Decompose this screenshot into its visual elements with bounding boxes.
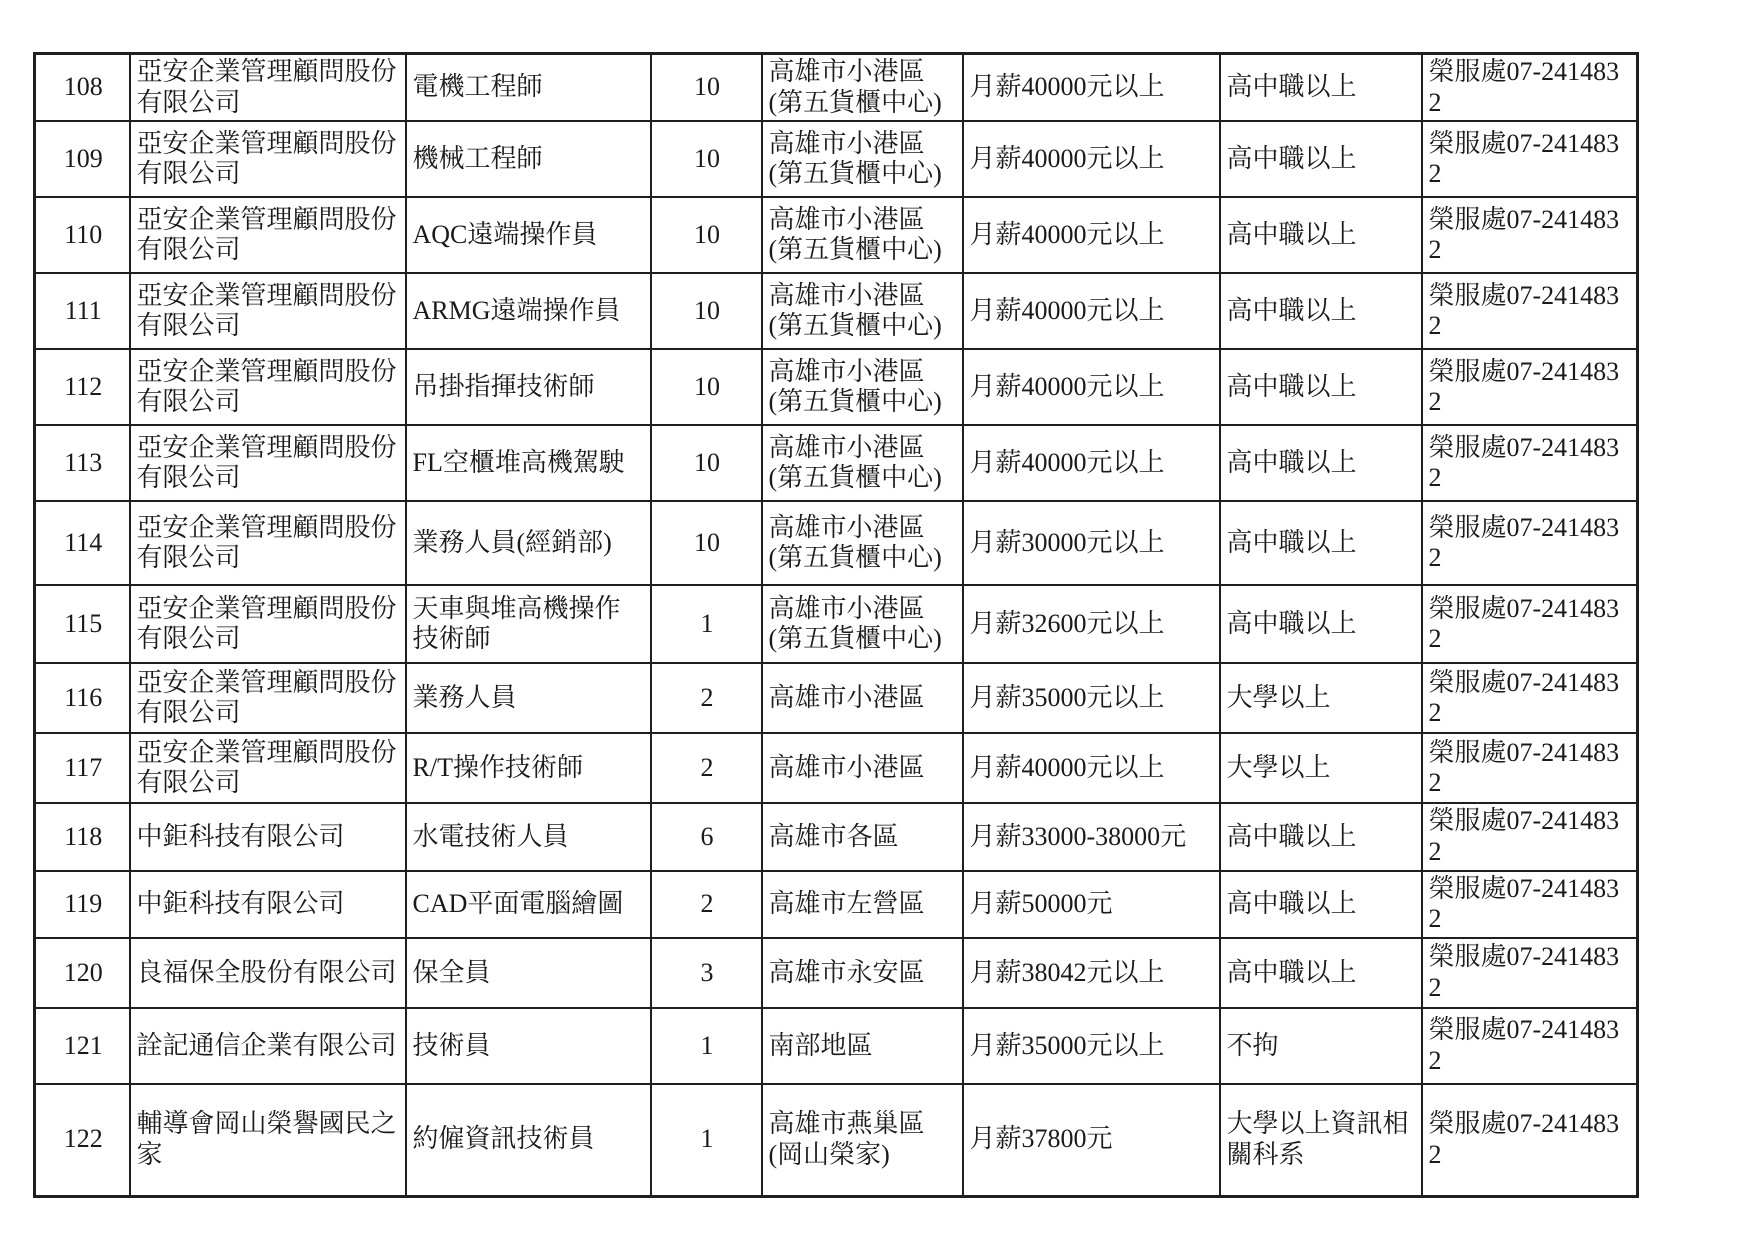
cell-salary: 月薪50000元 — [963, 871, 1220, 938]
table-row — [35, 938, 1638, 1008]
cell-job-title: 機械工程師 — [406, 121, 651, 197]
cell-location: 高雄市小港區(第五貨櫃中心) — [762, 121, 963, 197]
cell-row-number: 113 — [35, 425, 130, 501]
cell-salary: 月薪35000元以上 — [963, 663, 1220, 733]
cell-education: 大學以上資訊相關科系 — [1220, 1084, 1422, 1196]
cell-job-title: 保全員 — [406, 938, 651, 1008]
cell-contact: 榮服處07-2414832 — [1422, 197, 1638, 273]
cell-location: 高雄市小港區(第五貨櫃中心) — [762, 54, 963, 122]
cell-contact: 榮服處07-2414832 — [1422, 349, 1638, 425]
cell-education: 大學以上 — [1220, 733, 1422, 803]
cell-location: 高雄市各區 — [762, 803, 963, 870]
cell-company: 輔導會岡山榮譽國民之家 — [130, 1084, 406, 1196]
cell-education: 高中職以上 — [1220, 501, 1422, 585]
cell-contact: 榮服處07-2414832 — [1422, 425, 1638, 501]
cell-row-number: 119 — [35, 871, 130, 938]
cell-salary: 月薪40000元以上 — [963, 197, 1220, 273]
cell-row-number: 114 — [35, 501, 130, 585]
cell-location: 高雄市小港區(第五貨櫃中心) — [762, 349, 963, 425]
cell-contact: 榮服處07-2414832 — [1422, 663, 1638, 733]
cell-openings: 10 — [651, 425, 762, 501]
cell-salary: 月薪40000元以上 — [963, 54, 1220, 122]
cell-job-title: ARMG遠端操作員 — [406, 273, 651, 349]
table-row — [35, 1084, 1638, 1196]
cell-contact: 榮服處07-2414832 — [1422, 585, 1638, 663]
cell-education: 不拘 — [1220, 1008, 1422, 1084]
cell-education: 高中職以上 — [1220, 197, 1422, 273]
cell-company: 亞安企業管理顧問股份有限公司 — [130, 425, 406, 501]
cell-salary: 月薪38042元以上 — [963, 938, 1220, 1008]
cell-contact: 榮服處07-2414832 — [1422, 121, 1638, 197]
cell-row-number: 121 — [35, 1008, 130, 1084]
cell-company: 亞安企業管理顧問股份有限公司 — [130, 585, 406, 663]
table-row — [35, 733, 1638, 803]
cell-openings: 10 — [651, 197, 762, 273]
cell-education: 高中職以上 — [1220, 585, 1422, 663]
cell-contact: 榮服處07-2414832 — [1422, 501, 1638, 585]
table-row — [35, 54, 1638, 122]
cell-company: 亞安企業管理顧問股份有限公司 — [130, 273, 406, 349]
cell-contact: 榮服處07-2414832 — [1422, 803, 1638, 870]
cell-education: 高中職以上 — [1220, 121, 1422, 197]
cell-row-number: 122 — [35, 1084, 130, 1196]
cell-location: 高雄市左營區 — [762, 871, 963, 938]
table-row — [35, 871, 1638, 938]
cell-company: 中鉅科技有限公司 — [130, 871, 406, 938]
cell-job-title: AQC遠端操作員 — [406, 197, 651, 273]
cell-location: 高雄市永安區 — [762, 938, 963, 1008]
cell-company: 中鉅科技有限公司 — [130, 803, 406, 870]
cell-contact: 榮服處07-2414832 — [1422, 54, 1638, 122]
table-row — [35, 349, 1638, 425]
cell-company: 良福保全股份有限公司 — [130, 938, 406, 1008]
cell-education: 高中職以上 — [1220, 425, 1422, 501]
cell-job-title: 電機工程師 — [406, 54, 651, 122]
cell-row-number: 117 — [35, 733, 130, 803]
cell-job-title: 業務人員(經銷部) — [406, 501, 651, 585]
table-row — [35, 501, 1638, 585]
cell-openings: 1 — [651, 1008, 762, 1084]
cell-row-number: 116 — [35, 663, 130, 733]
cell-job-title: 約僱資訊技術員 — [406, 1084, 651, 1196]
cell-openings: 1 — [651, 585, 762, 663]
cell-salary: 月薪30000元以上 — [963, 501, 1220, 585]
cell-location: 高雄市小港區(第五貨櫃中心) — [762, 501, 963, 585]
cell-row-number: 118 — [35, 803, 130, 870]
cell-salary: 月薪40000元以上 — [963, 273, 1220, 349]
cell-salary: 月薪33000-38000元 — [963, 803, 1220, 870]
cell-location: 高雄市小港區 — [762, 663, 963, 733]
table-row — [35, 425, 1638, 501]
table-row — [35, 803, 1638, 870]
table-row — [35, 273, 1638, 349]
cell-company: 亞安企業管理顧問股份有限公司 — [130, 501, 406, 585]
cell-contact: 榮服處07-2414832 — [1422, 938, 1638, 1008]
cell-openings: 10 — [651, 121, 762, 197]
cell-openings: 6 — [651, 803, 762, 870]
cell-row-number: 108 — [35, 54, 130, 122]
cell-company: 亞安企業管理顧問股份有限公司 — [130, 733, 406, 803]
table-row — [35, 1008, 1638, 1084]
cell-contact: 榮服處07-2414832 — [1422, 1008, 1638, 1084]
cell-job-title: R/T操作技術師 — [406, 733, 651, 803]
cell-education: 高中職以上 — [1220, 938, 1422, 1008]
cell-salary: 月薪37800元 — [963, 1084, 1220, 1196]
cell-location: 高雄市小港區 — [762, 733, 963, 803]
cell-job-title: 吊掛指揮技術師 — [406, 349, 651, 425]
cell-company: 亞安企業管理顧問股份有限公司 — [130, 121, 406, 197]
cell-row-number: 112 — [35, 349, 130, 425]
cell-openings: 10 — [651, 273, 762, 349]
cell-education: 高中職以上 — [1220, 349, 1422, 425]
cell-salary: 月薪32600元以上 — [963, 585, 1220, 663]
cell-salary: 月薪35000元以上 — [963, 1008, 1220, 1084]
cell-education: 高中職以上 — [1220, 803, 1422, 870]
cell-job-title: FL空櫃堆高機駕駛 — [406, 425, 651, 501]
cell-openings: 2 — [651, 663, 762, 733]
cell-location: 高雄市燕巢區(岡山榮家) — [762, 1084, 963, 1196]
cell-education: 高中職以上 — [1220, 273, 1422, 349]
cell-contact: 榮服處07-2414832 — [1422, 871, 1638, 938]
cell-location: 南部地區 — [762, 1008, 963, 1084]
table-row — [35, 197, 1638, 273]
cell-job-title: CAD平面電腦繪圖 — [406, 871, 651, 938]
cell-company: 亞安企業管理顧問股份有限公司 — [130, 54, 406, 122]
cell-salary: 月薪40000元以上 — [963, 733, 1220, 803]
cell-job-title: 水電技術人員 — [406, 803, 651, 870]
cell-openings: 2 — [651, 871, 762, 938]
cell-education: 高中職以上 — [1220, 54, 1422, 122]
cell-company: 亞安企業管理顧問股份有限公司 — [130, 197, 406, 273]
table-row — [35, 663, 1638, 733]
cell-job-title: 技術員 — [406, 1008, 651, 1084]
cell-contact: 榮服處07-2414832 — [1422, 1084, 1638, 1196]
cell-row-number: 111 — [35, 273, 130, 349]
cell-company: 詮記通信企業有限公司 — [130, 1008, 406, 1084]
cell-education: 高中職以上 — [1220, 871, 1422, 938]
cell-row-number: 115 — [35, 585, 130, 663]
cell-openings: 3 — [651, 938, 762, 1008]
cell-salary: 月薪40000元以上 — [963, 349, 1220, 425]
cell-openings: 10 — [651, 501, 762, 585]
table-row — [35, 121, 1638, 197]
job-listings-table — [33, 52, 1639, 1198]
cell-location: 高雄市小港區(第五貨櫃中心) — [762, 197, 963, 273]
cell-education: 大學以上 — [1220, 663, 1422, 733]
cell-contact: 榮服處07-2414832 — [1422, 273, 1638, 349]
cell-salary: 月薪40000元以上 — [963, 121, 1220, 197]
cell-openings: 10 — [651, 349, 762, 425]
cell-location: 高雄市小港區(第五貨櫃中心) — [762, 585, 963, 663]
cell-location: 高雄市小港區(第五貨櫃中心) — [762, 273, 963, 349]
cell-company: 亞安企業管理顧問股份有限公司 — [130, 663, 406, 733]
cell-job-title: 天車與堆高機操作技術師 — [406, 585, 651, 663]
cell-row-number: 120 — [35, 938, 130, 1008]
cell-contact: 榮服處07-2414832 — [1422, 733, 1638, 803]
cell-openings: 10 — [651, 54, 762, 122]
table-row — [35, 585, 1638, 663]
cell-salary: 月薪40000元以上 — [963, 425, 1220, 501]
cell-company: 亞安企業管理顧問股份有限公司 — [130, 349, 406, 425]
cell-row-number: 109 — [35, 121, 130, 197]
cell-location: 高雄市小港區(第五貨櫃中心) — [762, 425, 963, 501]
cell-job-title: 業務人員 — [406, 663, 651, 733]
cell-openings: 1 — [651, 1084, 762, 1196]
cell-openings: 2 — [651, 733, 762, 803]
cell-row-number: 110 — [35, 197, 130, 273]
